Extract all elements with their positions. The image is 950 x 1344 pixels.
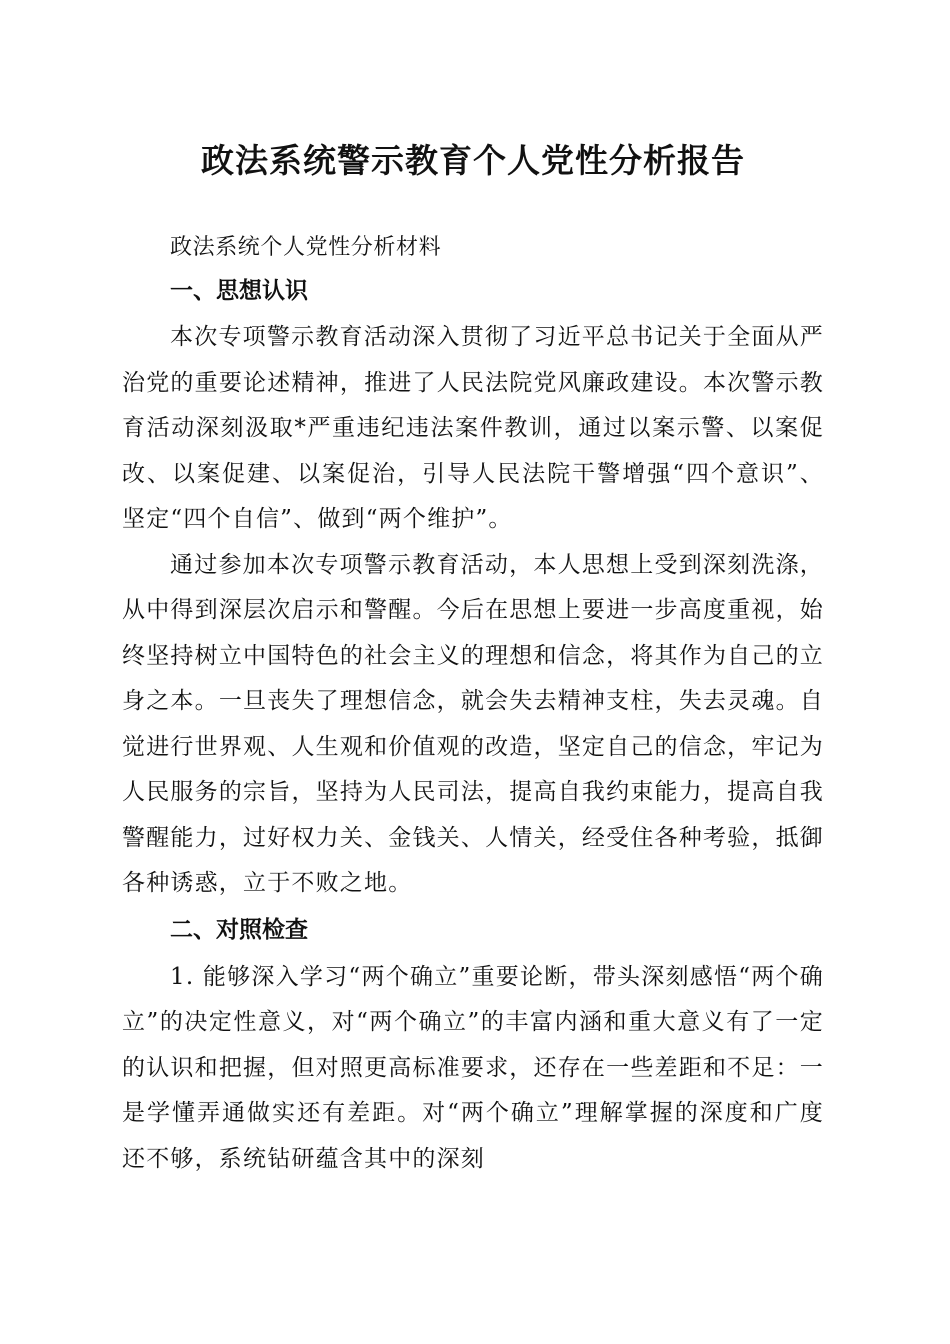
section-heading-thinking: 一、思想认识 (170, 278, 308, 304)
section-heading-comparison: 二、对照检查 (170, 916, 308, 943)
paragraph: 通过参加本次专项警示教育活动，本人思想上受到深刻洗涤，从中得到深层次启示和警醒。今后在思想上要进一步高度重视，始终坚持树立中国特色的社会主义的理想和信念，将其作为自己的立身之本。一旦丧失了理想信念，就会失去精神支柱，失去灵魂。自觉进行世界观、人生观和价值观的改造，坚定自己的信念，牢记为人民服务的宗旨，坚持为人民司法，提高自我约束能力，提高自我警醒能力，过好权力关、金钱关、人情关，经受住各种考验，抵御各种诱惑，立于不败之地。 (122, 551, 824, 896)
document-title: 政法系统警示教育个人党性分析报告 (201, 141, 745, 180)
document-subtitle: 政法系统个人党性分析材料 (170, 235, 442, 260)
paragraph: 1. 能够深入学习“两个确立”重要论断，带头深刻感悟“两个确立”的决定性意义，对“两个确立”的丰富内涵和重大意义有了一定的认识和把握，但对照更高标准要求，还存在一些差距和不足：一是学懂弄通做实还有差距。对“两个确立”理解掌握的深度和广度还不够，系统钻研蕴含其中的深刻 (122, 963, 824, 1172)
paragraph: 本次专项警示教育活动深入贯彻了习近平总书记关于全面从严治党的重要论述精神，推进了人民法院党风廉政建设。本次警示教育活动深刻汲取*严重违纪违法案件教训，通过以案示警、以案促改、以案促建、以案促治，引导人民法院干警增强“四个意识”、坚定“四个自信”、做到“两个维护”。 (122, 324, 824, 532)
